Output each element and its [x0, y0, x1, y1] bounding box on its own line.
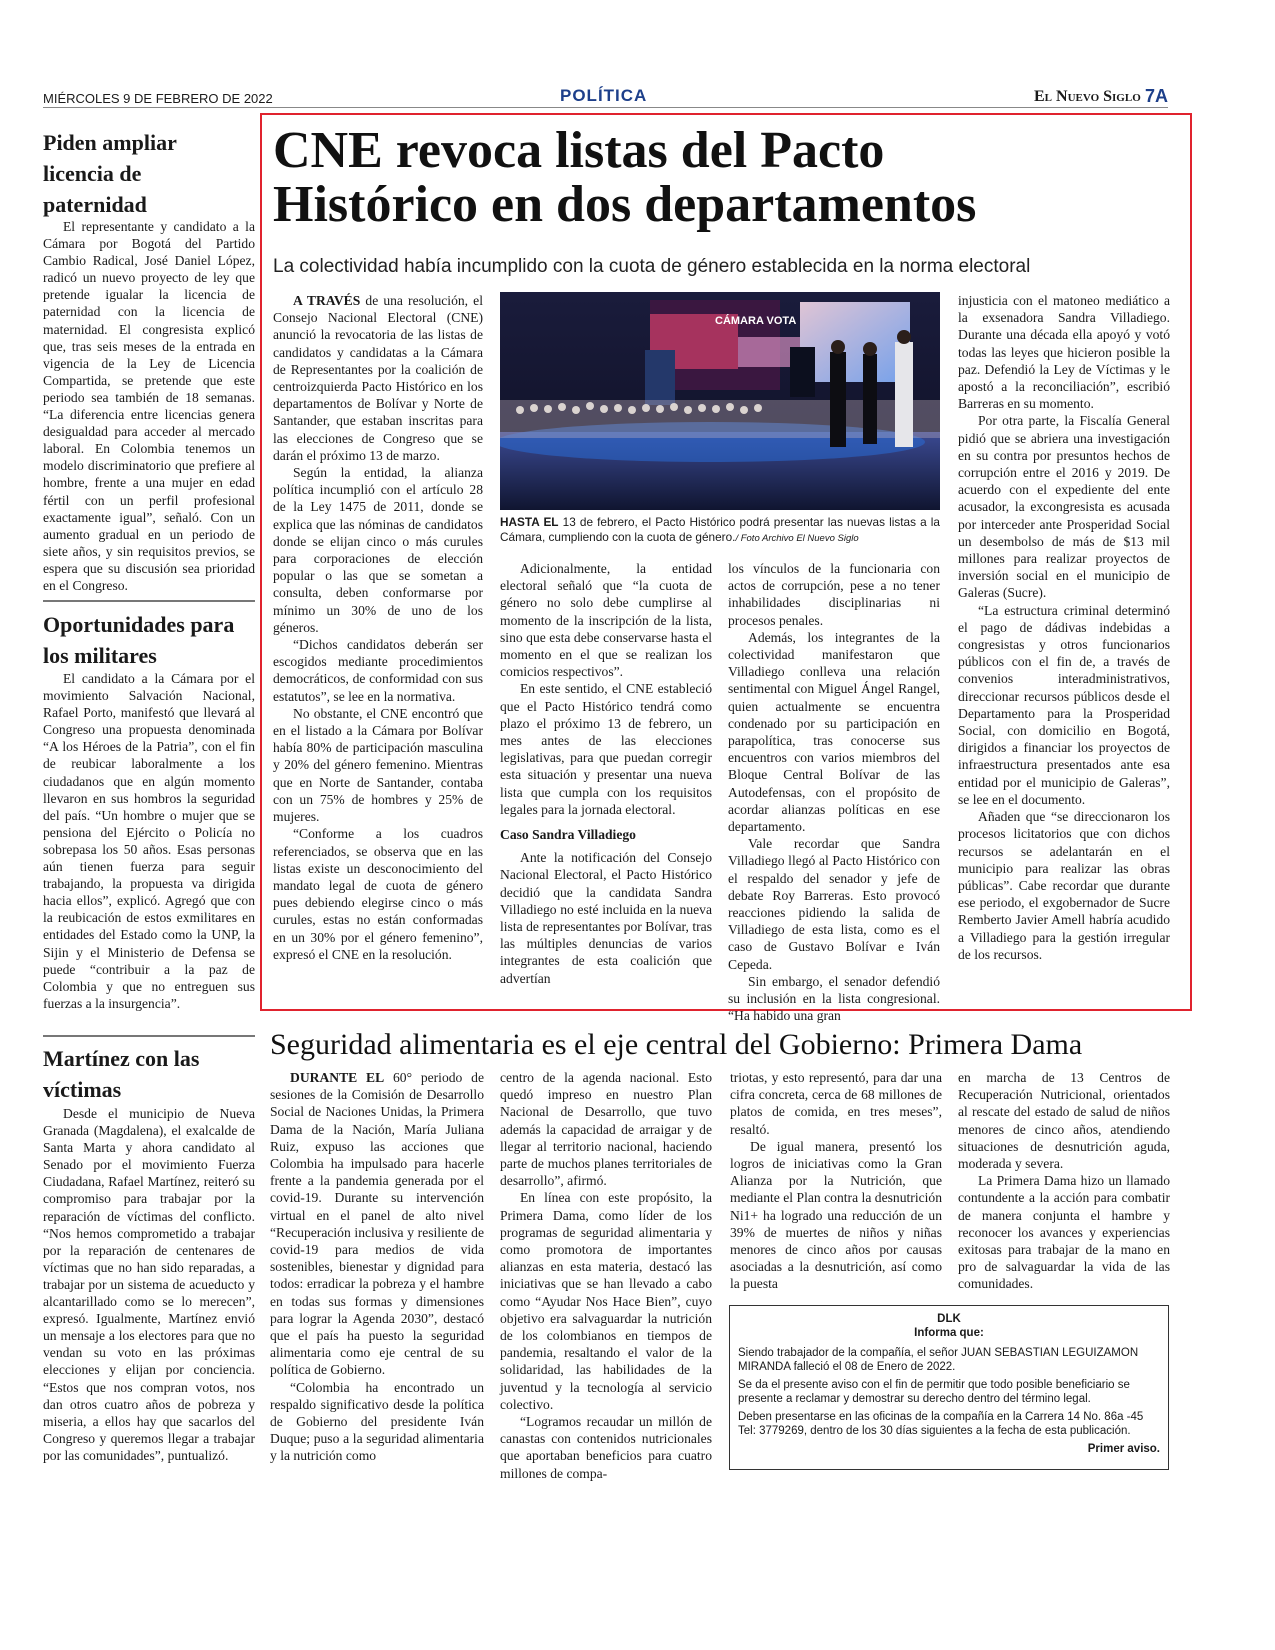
main-para: Vale recordar que Sandra Villadiego llegó al Pacto Histórico con el respaldo del senador y jefe de debate Roy Barreras. Esto provocó reacciones pidiendo la salida de Villadiego de esta lista, como es el caso de Gustavo Bolívar e Iván Cepeda.: [728, 836, 940, 972]
sidebar-para: Desde el municipio de Nueva Granada (Magdalena), el exalcalde de Santa Marta y ahora candidato al Senado por el movimiento Fuerza Ciudadana, Rafael Martínez, reiteró su compromiso para trabajar por la reparación de víctimas del conflicto. “Nos hemos comprometido a trabajar por la reparación de centenares de víctimas que no han sido reparadas, a trabajar por un sistema de acueducto y alcantarillado como se lo merecen”, expresó. Igualmente, Martínez envió un mensaje a los electores para que no vendan su voto en las próximas elecciones y elijan por conciencia. “Estos que nos compran votos, nos dan otros cuatro años de pobreza y miseria, a ellos hay que sacarlos del Congreso y queremos llegar a trabajar por las comunidades”, puntualizó.: [43, 1106, 255, 1463]
sidebar-divider-2: [43, 1035, 255, 1037]
caption-text: 13 de febrero, el Pacto Histórico podrá presentar las nuevas listas a la Cámara, cumpliendo con la cuota de género.: [500, 515, 940, 544]
second-para: De igual manera, presentó los logros de iniciativas como la Gran Alianza por la Nutrición, que mediante el Plan contra la desnutrición Ni1+ ha logrado una reducción de un 39% de muertes de niños y niñas menores de cinco años por causas asociadas a la desnutrición, así como la puesta: [730, 1138, 942, 1292]
notice-informs: Informa que:: [914, 1327, 984, 1339]
main-para: Ante la notificación del Consejo Nacional Electoral, el Pacto Histórico decidió que la candidata Sandra Villadiego no esté incluida en la nueva lista de representantes por Bolívar, tras las múltiples denuncias de varios integrantes de esta coalición que advertían: [500, 850, 712, 986]
notice-footer: Primer aviso.: [1087, 1443, 1160, 1455]
second-headline: Seguridad alimentaria es el eje central del Gobierno: Primera Dama: [270, 1028, 1083, 1061]
second-para: centro de la agenda nacional. Esto quedó impreso en nuestro Plan Nacional de Desarrollo, que tuvo además la capacidad de arraigar y de llegar al territorio nacional, haciendo parte de muchos planes territoriales de desarrollo”, afirmó.: [500, 1070, 712, 1189]
sidebar-title-2: Oportunidades para los militares: [43, 612, 235, 668]
second-para: “Colombia ha encontrado un respaldo significativo desde la política de Gobierno del presidente Iván Duque; puso a la seguridad alimentaria y la nutrición como: [270, 1379, 484, 1464]
main-subhead: La colectividad había incumplido con la cuota de género establecida en la norma electoral: [273, 256, 1031, 277]
main-para: “Conforme a los cuadros referenciados, se observa que en las listas existe un desconocimiento del mandato legal de cuota de género pues debiendo elegirse cinco o más curules, estas no están conformadas en un 30% por el género femenino”, expresó el CNE en la resolución.: [273, 826, 483, 962]
newspaper-name: El Nuevo Siglo: [1034, 88, 1141, 105]
main-para: “Dichos candidatos deberán ser escogidos mediante procedimientos democráticos, de conformidad con sus estatutos”, se lee en la normativa.: [273, 637, 483, 704]
stage-photo-illustration: [500, 292, 940, 510]
main-subheading: Caso Sandra Villadiego: [500, 827, 636, 843]
photo-caption: [500, 515, 940, 546]
second-para: “Logramos recaudar un millón de canastas con contenidos nutricionales que aportaban beneficios para cuatro millones de compa-: [500, 1414, 712, 1481]
sidebar-para: El representante y candidato a la Cámara por Bogotá del Partido Cambio Radical, José Daniel López, radicó un nuevo proyecto de ley que pretende igualar la licencia de paternidad con la licencia de maternidad. El congresista explicó que, tras seis meses de la entrada en vigencia de la Ley de Licencia Compartida, se pretende que este periodo sea también de 18 semanas. “La diferencia entre licencias genera desigualdad para acceder al mercado laboral. En Colombia tenemos un modelo discriminatorio que prefiere al hombre, frente a una mujer en edad fértil con un perfil profesional exactamente igual”, señaló. Con un aumento gradual en un periodo de siete años, y sin requisitos previos, se espera que su discusión sea prioridad en el Congreso.: [43, 219, 255, 593]
notice-para-1: Siendo trabajador de la compañía, el señor JUAN SEBASTIAN LEGUIZAMON MIRANDA falleció el 08 de Enero de 2022.: [738, 1347, 1139, 1373]
main-para: los vínculos de la funcionaria con actos de corrupción, pese a no tener inhabilidades disciplinarias ni procesos penales.: [728, 561, 940, 628]
caption-lead: HASTA EL: [500, 515, 559, 529]
main-para: “La estructura criminal determinó el pago de dádivas indebidas a congresistas y otros funcionarios públicos con el fin de, a través de convenios interadministrativos, direccionar recursos públicos desde el Departamento para la Prosperidad Social, con domicilio en Bogotá, dirigidos a financiar los proyectos de infraestructura presentados ante esa entidad por el municipio de Galeras”, se lee en el documento.: [958, 602, 1170, 807]
notice-para-2: Se da el presente aviso con el fin de permitir que todo posible beneficiario se presente a reclamar y demostrar su derecho dentro del término legal.: [738, 1379, 1130, 1405]
notice-para-3: Deben presentarse en las oficinas de la compañía en la Carrera 14 No. 86a -45 Tel: 3779269, dentro de los 30 días siguientes a la fecha de esta publicación.: [738, 1411, 1144, 1437]
sidebar-para: El candidato a la Cámara por el movimiento Salvación Nacional, Rafael Porto, manifestó que llevará al Congreso una propuesta denominada “A los Héroes de la Patria”, con el fin de reubicar laboralmente a los ciudadanos que en algún momento llevaron en sus hombros la seguridad del país. “Un hombre o mujer que se pensiona del Ejército o Policía no sobrepasa los 50 años. Esas personas aún tienen fuerza para seguir trabajando, la propuesta va dirigida hacia ellos”, explicó. Agregó que con la reubicación de estos exmilitares en entidades del Estado como la UNP, la Sijin y el Ministerio de Defensa se puede “contribuir a la paz de Colombia y que no entreguen sus fuerzas a la insurgencia”.: [43, 671, 255, 1011]
header-rule: [43, 107, 1168, 108]
main-para: injusticia con el matoneo mediático a la exsenadora Sandra Villadiego. Durante una década ella apoyó y votó todas las leyes que hicieron posible la paz. Defendió la Ley de Víctimas y le apostó a la reconciliación”, escribió Barreras en su momento.: [958, 293, 1170, 412]
second-para: DURANTE EL 60° periodo de sesiones de la Comisión de Desarrollo Social de Naciones Unidas, la Primera Dama de la Nación, María Juliana Ruiz, expuso las acciones que Colombia ha impulsado para hacerle frente a la pandemia generada por el covid-19. Durante su intervención virtual en el panel de alto nivel “Recuperación inclusiva y resiliente de covid-19 para medios de vida sostenibles, bienestar y dignidad para todos: erradicar la pobreza y el hambre en todas sus formas y dimensiones para lograr la Agenda 2030”, destacó que el país ha puesto la seguridad alimentaria como eje central de su política de Gobierno.: [270, 1070, 484, 1378]
second-col-3: [730, 1069, 942, 1293]
main-para: En este sentido, el CNE estableció que el Pacto Histórico tendrá como plazo el próximo 13 de febrero, un mes antes de las elecciones legislativas, para que puedan corregir esta situación y presentar una nueva lista que cumpla con los requisitos legales para la jornada electoral.: [500, 681, 712, 817]
second-col-2: [500, 1069, 712, 1482]
sidebar-title-1: Piden ampliar licencia de paternidad: [43, 130, 177, 217]
main-para: Según la entidad, la alianza política incumplió con el artículo 28 de la Ley 1475 de 2011, donde se explica que las nóminas de candidatos donde se elijan cinco o más curules para corporaciones de elección popular o las que se sometan a consulta, deben conformarse por mínimo un 30% de uno de los géneros.: [273, 465, 483, 635]
photo-credit: / Foto Archivo El Nuevo Siglo: [735, 533, 859, 544]
main-para: No obstante, el CNE encontró que en el listado a la Cámara por Bolívar había 80% de participación masculina y 20% del género femenino. Mientras que en Norte de Santander, contaba con un 75% de hombres y 25% de mujeres.: [273, 705, 483, 825]
second-col-1: [270, 1069, 484, 1465]
second-para: En línea con este propósito, la Primera Dama, como líder de los programas de seguridad alimentaria y como promotora de importantes alianzas en esta materia, destacó las iniciativas que se han llevado a cabo como “Ayudar Nos Hace Bien”, cuyo objetivo era salvaguardar la nutrición de los colombianos en tiempos de pandemia, resaltando el valor de la solidaridad, las habilidades de la juventud y la tecnología al servicio colectivo.: [500, 1190, 712, 1412]
main-para: Por otra parte, la Fiscalía General pidió que se abriera una investigación en su contra por presuntos hechos de corrupción entre el 2016 y 2019. De acuerdo con el expediente del ente acusador, la excongresista es acusada por interceder ante Prosperidad Social un desembolso de más de $13 mil millones para realizar proyectos de inversión social en el municipio de Galeras (Sucre).: [958, 413, 1170, 601]
second-para: La Primera Dama hizo un llamado contundente a la acción para combatir de manera conjunta el hambre y reconocer los avances y experiencias exitosas para trabajar de la mano en pro de salvaguardar la vida de las comunidades.: [958, 1173, 1170, 1292]
main-para: A TRAVÉS de una resolución, el Consejo Nacional Electoral (CNE) anunció la revocatoria de las listas de candidatos y candidatas a la Cámara de Representantes por la coalición de centroizquierda Pacto Histórico en los departamentos de Bolívar y Norte de Santander, que estaban inscritas para las elecciones de Congreso que se darán el próximo 13 de marzo.: [273, 293, 483, 463]
second-para: triotas, y esto representó, para dar una cifra concreta, cerca de 68 millones de platos de comida, en tres meses”, resaltó.: [730, 1070, 942, 1137]
main-headline: [273, 124, 976, 232]
section-name: POLÍTICA: [560, 86, 648, 105]
second-col-4: [958, 1069, 1170, 1293]
sidebar-text-1: [43, 218, 255, 594]
sidebar-text-3: [43, 1105, 255, 1464]
screen-text: CÁMARA VOTA: [715, 315, 797, 327]
second-para: en marcha de 13 Centros de Recuperación Nutricional, orientados al rescate del estado de salud de niños menores de cinco años, atendiendo situaciones de desnutrición aguda, moderada y severa.: [958, 1070, 1170, 1172]
lead-word: DURANTE EL: [290, 1070, 385, 1085]
main-col-2: [500, 560, 712, 987]
main-headline-line-1: CNE revoca listas del Pacto: [273, 122, 885, 179]
main-col-1: [273, 292, 483, 963]
main-col-3: [728, 560, 940, 1024]
main-para: Sin embargo, el senador defendió su inclusión en la lista congresional. “Ha habido una gran: [728, 973, 940, 1024]
main-para: Añaden que “se direccionaron los procesos licitatorios que con dichos recursos se adelantarán en el municipio para realizar las obras públicas”. Cabe recordar que durante ese periodo, el exgobernador de Sucre Remberto Javier Amell habría acudido a Villadiego para la gestión irregular de los recursos.: [958, 809, 1170, 962]
main-col-4: [958, 292, 1170, 963]
page-date: MIÉRCOLES 9 DE FEBRERO DE 2022: [43, 91, 273, 106]
page-number: 7A: [1145, 86, 1169, 106]
notice-company: DLK: [937, 1313, 961, 1325]
main-para: Adicionalmente, la entidad electoral señaló que “la cuota de género no solo debe cumplirse al momento de la inscripción de la lista, sino que esta debe conservarse hasta el momento en el que se realizan los comicios respectivos”.: [500, 561, 712, 680]
main-para: Además, los integrantes de la colectividad manifestaron que Villadiego conlleva una relación sentimental con Miguel Ángel Rangel, quien actualmente se encuentra condenado por su participación en parapolítica, tras conocerse sus encuentros con varios miembros del Bloque Central Bolívar de las Autodefensas, con el propósito de acordar alianzas políticas en ese departamento.: [728, 629, 940, 835]
legal-notice: [729, 1305, 1169, 1470]
article-photo: [500, 292, 940, 510]
sidebar-text-2: [43, 670, 255, 1012]
sidebar-title-3: Martínez con las víctimas: [43, 1046, 200, 1102]
main-headline-line-2: Histórico en dos departamentos: [273, 176, 977, 233]
lead-word: A TRAVÉS: [293, 293, 361, 308]
sidebar-divider-1: [43, 600, 255, 602]
